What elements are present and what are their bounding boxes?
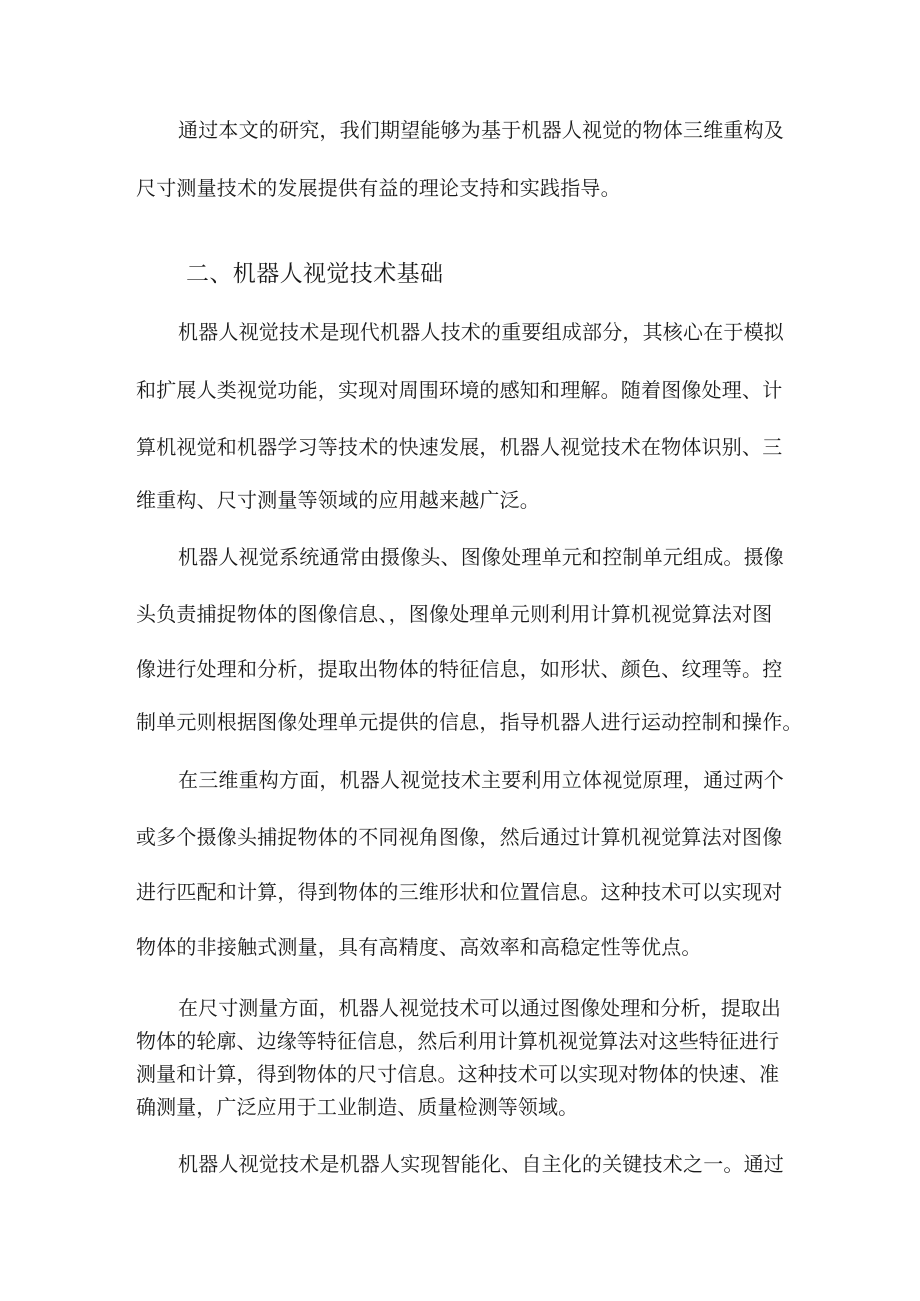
paragraph-line: 在三维重构方面，机器人视觉技术主要利用立体视觉原理，通过两个: [178, 768, 784, 792]
paragraph-line: 头负责捕捉物体的图像信息、，图像处理单元则利用计算机视觉算法对图: [136, 602, 773, 626]
paragraph-line: 算机视觉和机器学习等技术的快速发展，机器人视觉技术在物体识别、三: [136, 435, 783, 459]
paragraph-line: 在尺寸测量方面，机器人视觉技术可以通过图像处理和分析，提取出: [178, 996, 781, 1020]
paragraph-line: 制单元则根据图像处理单元提供的信息，指导机器人进行运动控制和操作。: [136, 710, 803, 734]
paragraph-line: 维重构、尺寸测量等领域的应用越来越广泛。: [136, 488, 540, 512]
paragraph-line: 尺寸测量技术的发展提供有益的理论支持和实践指导。: [136, 176, 621, 200]
paragraph-line: 物体的非接触式测量，具有高精度、高效率和高稳定性等优点。: [136, 935, 702, 959]
paragraph-line: 机器人视觉技术是机器人实现智能化、自主化的关键技术之一。通过: [178, 1152, 784, 1176]
section-heading: 二、机器人视觉技术基础: [186, 261, 444, 287]
paragraph-line: 物体的轮廓、边缘等特征信息，然后利用计算机视觉算法对这些特征进行: [136, 1029, 780, 1053]
paragraph-line: 和扩展人类视觉功能，实现对周围环境的感知和理解。随着图像处理、计: [136, 378, 783, 402]
paragraph-line: 测量和计算，得到物体的尺寸信息。这种技术可以实现对物体的快速、准: [136, 1062, 780, 1086]
paragraph-line: 或多个摄像头捕捉物体的不同视角图像，然后通过计算机视觉算法对图像: [136, 825, 783, 849]
paragraph-line: 通过本文的研究，我们期望能够为基于机器人视觉的物体三维重构及: [178, 118, 784, 142]
paragraph-line: 确测量，广泛应用于工业制造、质量检测等领域。: [136, 1095, 579, 1119]
paragraph-line: 机器人视觉技术是现代机器人技术的重要组成部分，其核心在于模拟: [178, 320, 784, 344]
paragraph-line: 进行匹配和计算，得到物体的三维形状和位置信息。这种技术可以实现对: [136, 880, 783, 904]
paragraph-line: 机器人视觉系统通常由摄像头、图像处理单元和控制单元组成。摄像: [178, 545, 784, 569]
paragraph-line: 像进行处理和分析，提取出物体的特征信息，如形状、颜色、纹理等。控: [136, 657, 783, 681]
